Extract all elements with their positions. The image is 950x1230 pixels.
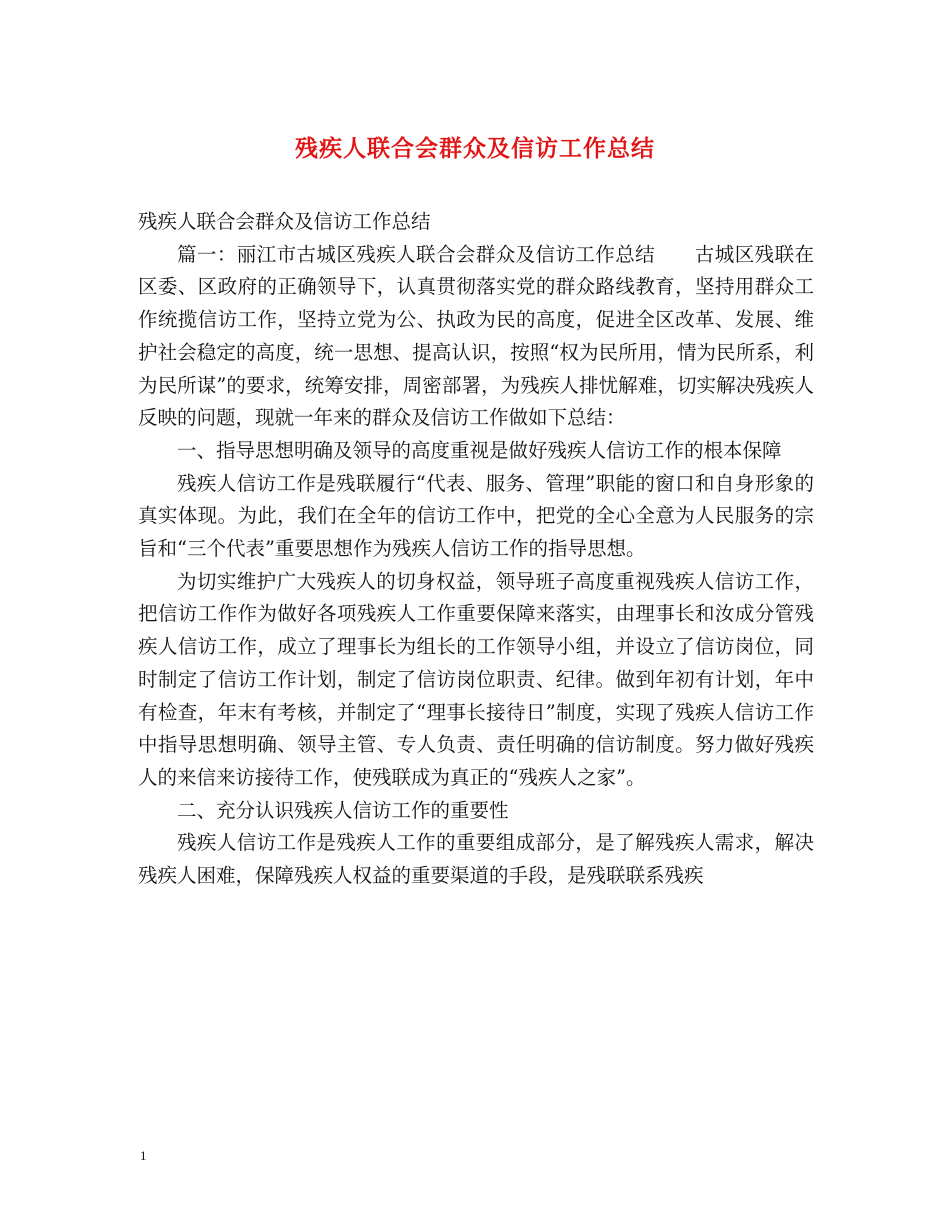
section-heading: 一、指导思想明确及领导的高度重视是做好残疾人信访工作的根本保障 — [177, 438, 782, 462]
paragraph: 残疾人联合会群众及信访工作总结 — [138, 210, 431, 233]
section-heading: 二、充分认识残疾人信访工作的重要性 — [177, 798, 509, 822]
paragraph: 残疾人信访工作是残疾人工作的重要组成部分，是了解残疾人需求，解决残疾人困难，保障残疾人权益的重要渠道的手段，是残联联系残疾 — [138, 831, 814, 888]
document-body — [138, 206, 814, 893]
paragraph: 残疾人信访工作是残联履行“代表、服务、管理”职能的窗口和自身形象的真实体现。为此，我们在全年的信访工作中，把党的全心全意为人民服务的宗旨和“三个代表”重要思想作为残疾人信访工作的指导思想。 — [138, 471, 814, 561]
paragraph: 篇一：丽江市古城区残疾人联合会群众及信访工作总结 古城区残联在区委、区政府的正确领导下，认真贯彻落实党的群众路线教育，坚持用群众工作统揽信访工作，坚持立党为公、执政为民的高度，促进全区改革、发展、维护社会稳定的高度，统一思想、提高认识，按照“权为民所用，情为民所系，利为民所谋”的要求，统筹安排，周密部署，为残疾人排忧解难，切实解决残疾人反映的问题，现就一年来的群众及信访工作做如下总结： — [138, 242, 814, 430]
page-number: 1 — [140, 1148, 147, 1163]
document-title: 残疾人联合会群众及信访工作总结 — [295, 136, 655, 162]
paragraph: 为切实维护广大残疾人的切身权益，领导班子高度重视残疾人信访工作，把信访工作作为做好各项残疾人工作重要保障来落实，由理事长和汝成分管残疾人信访工作，成立了理事长为组长的工作领导小组，并设立了信访岗位，同时制定了信访工作计划，制定了信访岗位职责、纪律。做到年初有计划，年中有检查，年末有考核，并制定了“理事长接待日”制度，实现了残疾人信访工作中指导思想明确、领导主管、专人负责、责任明确的信访制度。努力做好残疾人的来信来访接待工作，使残联成为真正的“残疾人之家”。 — [138, 569, 814, 789]
